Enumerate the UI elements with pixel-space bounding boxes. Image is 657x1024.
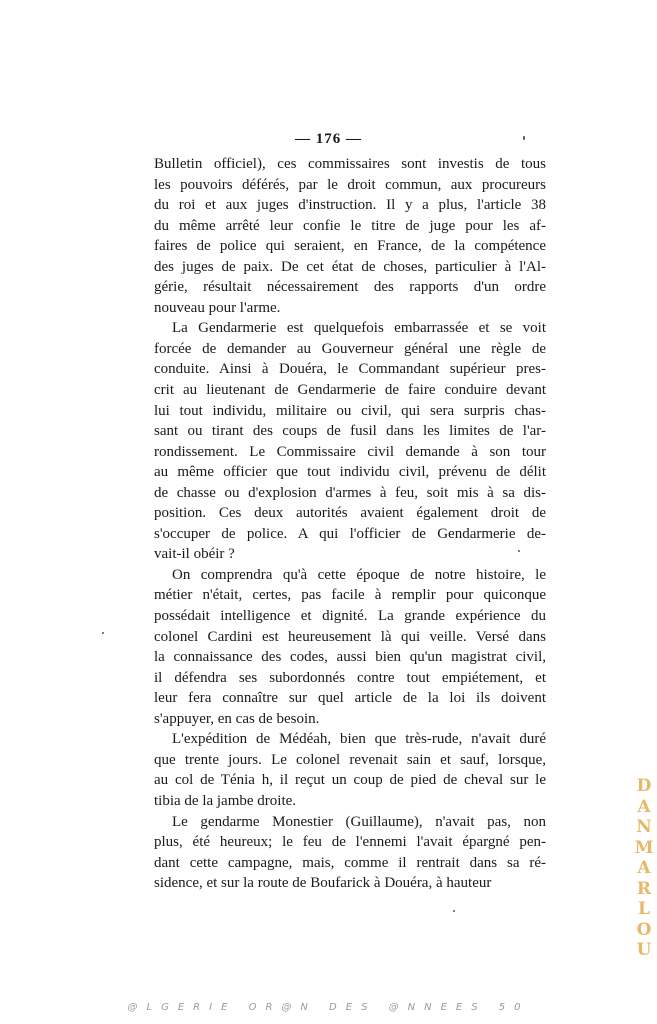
text-line: tibia de la jambe droite. bbox=[154, 792, 297, 809]
side-watermark-letter: A bbox=[637, 796, 651, 817]
text-line: faires de police qui seraient, en France, de la compétence bbox=[154, 238, 546, 255]
scan-speck bbox=[102, 632, 104, 634]
text-line: conduite. Ainsi à Douéra, le Commandant supérieur pres- bbox=[154, 361, 546, 378]
text-line: gérie, résultait nécessairement des rapports d'un ordre bbox=[154, 279, 546, 296]
text-line: sidence, et sur la route de Boufarick à Douéra, à hauteur bbox=[154, 875, 492, 892]
text-line: Bulletin officiel), ces commissaires sont investis de tous bbox=[154, 156, 546, 172]
text-line: position. Ces deux autorités avaient également droit de bbox=[154, 505, 546, 522]
scan-speck bbox=[523, 136, 525, 140]
paragraph bbox=[154, 812, 546, 894]
side-watermark-letter: D bbox=[636, 776, 652, 796]
paragraph bbox=[154, 729, 546, 811]
text-line: du même arrêté leur confie le titre de juge pour les af- bbox=[154, 217, 546, 234]
paragraph bbox=[154, 154, 546, 318]
text-line: des juges de paix. De cet état de choses, particulier à l'Al- bbox=[154, 258, 546, 275]
text-line: crit au lieutenant de Gendarmerie de faire conduire devant bbox=[154, 382, 546, 399]
text-line: L'expédition de Médéah, bien que très-rude, n'avait duré bbox=[172, 731, 546, 748]
paragraph bbox=[154, 565, 546, 729]
text-line: sant ou tirant des coups de fusil dans les limites de l'ar- bbox=[154, 423, 546, 440]
text-line: leur fera connaître sur quel article de la loi ils doivent bbox=[154, 690, 546, 707]
side-watermark-letter: N bbox=[636, 817, 652, 837]
text-line: il défendra ses subordonnés contre tout empiétement, et bbox=[154, 669, 546, 686]
text-line: métier n'était, certes, pas facile à remplir pour quiconque bbox=[154, 587, 546, 604]
side-watermark-letter: A bbox=[637, 858, 651, 878]
text-line: colonel Cardini est heureusement là qui veille. Versé dans bbox=[154, 628, 546, 645]
scan-speck bbox=[518, 550, 520, 552]
text-line: plus, été heureux; le feu de l'ennemi l'avait épargné pen- bbox=[154, 834, 546, 851]
scan-speck bbox=[453, 910, 455, 912]
footer-watermark: @LGERIE OR@N DES @NNEES 50 bbox=[127, 1002, 530, 1013]
text-line: les pouvoirs déférés, par le droit commun, aux procureurs bbox=[154, 176, 546, 193]
text-line: de chasse ou d'explosion d'armes à feu, soit mis à sa dis- bbox=[154, 484, 546, 501]
side-watermark-letter: M bbox=[634, 837, 654, 858]
side-watermark bbox=[634, 776, 654, 961]
text-line: que trente jours. Le colonel revenait sain et sauf, lorsque, bbox=[154, 751, 546, 768]
paragraph bbox=[154, 318, 546, 565]
text-line: rondissement. Le Commissaire civil demande à son tour bbox=[154, 443, 546, 460]
body-text bbox=[154, 154, 546, 894]
text-line: au même officier que tout individu civil, prévenu de délit bbox=[154, 464, 546, 481]
text-line: s'appuyer, en cas de besoin. bbox=[154, 710, 320, 727]
text-line: s'occuper de police. A qui l'officier de Gendarmerie de- bbox=[154, 525, 546, 542]
text-line: au col de Ténia h, il reçut un coup de pied de cheval sur le bbox=[154, 772, 546, 789]
text-line: Le gendarme Monestier (Guillaume), n'avait pas, non bbox=[172, 813, 546, 830]
side-watermark-letter: R bbox=[636, 878, 652, 899]
text-line: du roi et aux juges d'instruction. Il y a plus, l'article 38 bbox=[154, 197, 546, 214]
text-line: vait-il obéir ? bbox=[154, 546, 235, 563]
text-line: lui tout individu, militaire ou civil, qui sera surpris chas- bbox=[154, 402, 546, 419]
text-line: dant cette campagne, mais, comme il rentrait dans sa ré- bbox=[154, 854, 546, 871]
side-watermark-letter: U bbox=[636, 940, 652, 960]
side-watermark-letter: L bbox=[638, 899, 650, 919]
side-watermark-letter: O bbox=[636, 919, 652, 940]
text-line: la connaissance des codes, aussi bien qu'un magistrat civil, bbox=[154, 649, 546, 666]
text-line: nouveau pour l'arme. bbox=[154, 299, 281, 316]
text-line: forcée de demander au Gouverneur général une règle de bbox=[154, 340, 546, 357]
text-line: possédait intelligence et dignité. La grande expérience du bbox=[154, 608, 546, 625]
text-line: La Gendarmerie est quelquefois embarrassée et se voit bbox=[172, 320, 546, 337]
text-line: On comprendra qu'à cette époque de notre histoire, le bbox=[172, 566, 546, 583]
page-number: — 176 — bbox=[295, 131, 362, 147]
